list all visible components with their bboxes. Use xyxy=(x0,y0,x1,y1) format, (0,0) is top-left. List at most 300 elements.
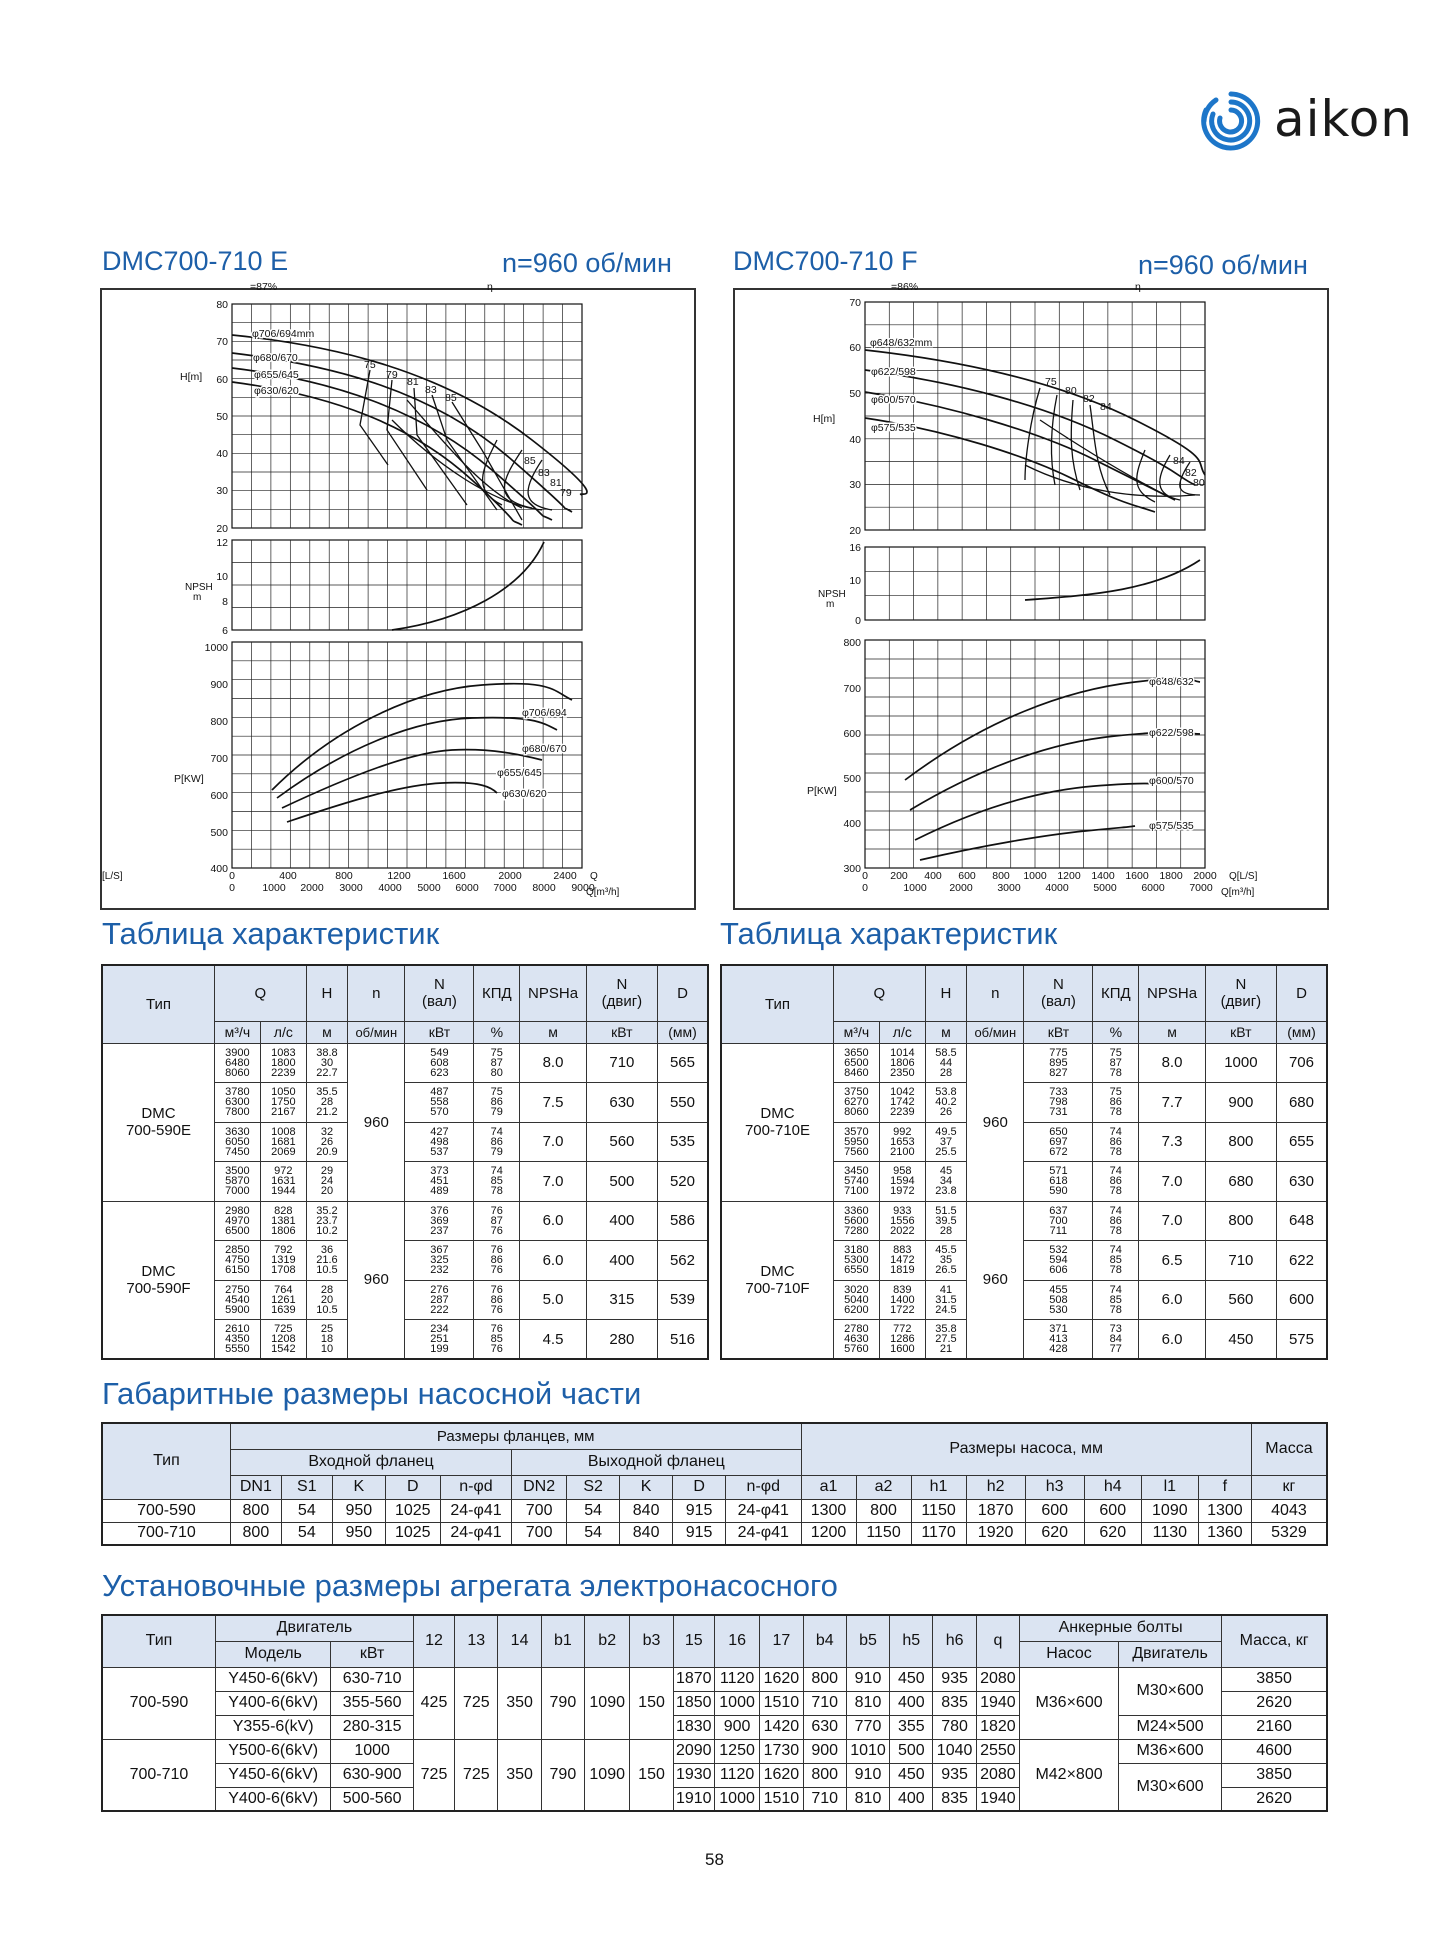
inst-cell-model: Y400-6(6kV) xyxy=(215,1691,330,1715)
inst-cell-kw: 500-560 xyxy=(331,1787,413,1811)
dims-col: S1 xyxy=(281,1475,332,1499)
inst-cell-b: 1420 xyxy=(760,1715,803,1739)
cell-ls: 839 1400 1722 xyxy=(879,1280,925,1320)
cell-q: 3900 6480 8060 xyxy=(214,1043,260,1083)
cell-npsh: 4.5 xyxy=(520,1320,587,1360)
m3h-tick: 2000 xyxy=(949,882,973,894)
npsh-tick: 16 xyxy=(849,542,861,554)
cell-q: 3020 5040 6200 xyxy=(833,1280,879,1320)
cell-p: 487 558 570 xyxy=(405,1083,474,1123)
m3h-tick: 5000 xyxy=(1093,882,1117,894)
dims-row-type: 700-710 xyxy=(102,1522,230,1545)
p-axis-label: P[KW] xyxy=(174,773,204,785)
chart-f-speed: n=960 об/мин xyxy=(1138,250,1308,280)
inst-row-type: 700-590 xyxy=(102,1667,215,1739)
cell-h: 29 24 20 xyxy=(306,1162,347,1202)
inst-cell-b: 500 xyxy=(890,1739,933,1763)
inst-cell-b: 1870 xyxy=(673,1667,714,1691)
table-row xyxy=(721,1043,1327,1083)
inst-cell-engine-bolt: M30×600 xyxy=(1119,1667,1222,1715)
cell-h: 49.5 37 25.5 xyxy=(925,1122,966,1162)
h-tick: 60 xyxy=(849,342,861,354)
table-row xyxy=(102,1043,708,1083)
inst-hdr-col: 13 xyxy=(455,1615,498,1667)
cell-npsh: 5.0 xyxy=(520,1280,587,1320)
dims-cell: 1150 xyxy=(856,1522,911,1545)
inst-cell-a: 725 xyxy=(455,1739,498,1811)
inst-cell-b: 1510 xyxy=(760,1691,803,1715)
hdr-n: n xyxy=(967,965,1024,1021)
npsh-axis-label: NPSH xyxy=(185,582,213,593)
power-label: φ655/645 xyxy=(497,767,542,779)
power-label: φ680/670 xyxy=(522,743,567,755)
h-tick: 20 xyxy=(216,523,228,535)
cell-eff: 74 85 78 xyxy=(474,1162,520,1202)
cell-eff: 74 85 78 xyxy=(1093,1241,1139,1281)
eff-label: 82 xyxy=(1083,393,1095,405)
cell-ls: 1014 1806 2350 xyxy=(879,1043,925,1083)
dims-cell: 915 xyxy=(673,1522,726,1545)
dims-cell: 54 xyxy=(281,1522,332,1545)
cell-ls: 725 1208 1542 xyxy=(260,1320,306,1360)
dims-cell-mass: 4043 xyxy=(1251,1499,1327,1522)
ls-tick: 1800 xyxy=(1159,870,1183,882)
p-axis-label: P[KW] xyxy=(807,785,837,797)
eff-label: 75 xyxy=(364,359,376,371)
npsh-axis-label: NPSH xyxy=(818,589,846,600)
cell-h: 35.8 27.5 21 xyxy=(925,1320,966,1360)
cell-p: 367 325 232 xyxy=(405,1241,474,1281)
p-tick: 1000 xyxy=(204,642,228,654)
dims-cell: 950 xyxy=(332,1522,385,1545)
dims-cell: 24-φ41 xyxy=(440,1499,511,1522)
dims-cell: 620 xyxy=(1084,1522,1141,1545)
cell-ls: 1050 1750 2167 xyxy=(260,1083,306,1123)
dims-col: D xyxy=(673,1475,726,1499)
cell-d: 520 xyxy=(657,1162,708,1202)
hdr-n-motor: N (двиг) xyxy=(1205,965,1276,1021)
p-tick: 700 xyxy=(210,753,228,765)
cell-p: 455 508 530 xyxy=(1024,1280,1093,1320)
inst-cell-b: 1620 xyxy=(760,1667,803,1691)
inst-hdr-col: 16 xyxy=(714,1615,759,1667)
inst-hdr-col: q xyxy=(976,1615,1019,1667)
npsh-tick: 10 xyxy=(849,575,861,587)
cell-motor: 680 xyxy=(1205,1162,1276,1202)
inst-cell-b: 1850 xyxy=(673,1691,714,1715)
cell-h: 41 31.5 24.5 xyxy=(925,1280,966,1320)
inst-cell-b: 400 xyxy=(890,1787,933,1811)
inst-cell-a: 725 xyxy=(455,1667,498,1739)
unit-rpm: об/мин xyxy=(348,1021,405,1043)
cell-p: 571 618 590 xyxy=(1024,1162,1093,1202)
inst-cell-b: 2090 xyxy=(673,1739,714,1763)
eff-curve xyxy=(414,388,467,505)
cell-h: 36 21.6 10.5 xyxy=(306,1241,347,1281)
eff-label: 79 xyxy=(560,487,572,499)
dims-cell: 800 xyxy=(230,1499,281,1522)
inst-cell-a: 150 xyxy=(630,1667,673,1739)
eff-label: 81 xyxy=(550,477,562,489)
inst-cell-b: 450 xyxy=(890,1667,933,1691)
dims-hdr-pump: Размеры насоса, мм xyxy=(801,1423,1251,1475)
inst-cell-b: 2080 xyxy=(976,1667,1019,1691)
pump-type: DMC 700-710E xyxy=(721,1043,833,1201)
inst-row-type: 700-710 xyxy=(102,1739,215,1811)
cell-q: 2980 4970 6500 xyxy=(214,1201,260,1241)
h-tick: 30 xyxy=(849,479,861,491)
cell-h: 45 34 23.8 xyxy=(925,1162,966,1202)
hdr-n: n xyxy=(348,965,405,1021)
cell-npsh: 6.0 xyxy=(1139,1280,1206,1320)
dims-col: DN2 xyxy=(512,1475,567,1499)
table-row xyxy=(102,1739,1327,1763)
inst-cell-b: 710 xyxy=(803,1691,846,1715)
diameter-label: φ655/645 xyxy=(254,369,299,381)
eff-label: 75 xyxy=(1045,376,1057,388)
inst-cell-a: 790 xyxy=(541,1739,584,1811)
dims-cell: 1130 xyxy=(1141,1522,1198,1545)
p-tick: 300 xyxy=(843,863,861,875)
unit-ls: л/с xyxy=(879,1021,925,1043)
eff-label: 85 xyxy=(524,455,536,467)
m3h-tick: 7000 xyxy=(1189,882,1213,894)
cell-n: 960 xyxy=(967,1201,1024,1359)
cell-npsh: 7.0 xyxy=(1139,1162,1206,1202)
ls-tick: 1200 xyxy=(387,870,411,882)
ls-tick: 1600 xyxy=(442,870,466,882)
inst-hdr-col: h5 xyxy=(890,1615,933,1667)
dims-cell: 1025 xyxy=(385,1522,440,1545)
p-tick: 400 xyxy=(210,863,228,875)
dims-cell: 1025 xyxy=(385,1499,440,1522)
npsh-tick: 6 xyxy=(222,625,228,637)
inst-cell-kw: 280-315 xyxy=(331,1715,413,1739)
cell-d: 655 xyxy=(1276,1122,1327,1162)
cell-eff: 74 86 78 xyxy=(1093,1122,1139,1162)
inst-cell-b: 1930 xyxy=(673,1763,714,1787)
m3h-tick: 1000 xyxy=(903,882,927,894)
cell-h: 45.5 35 26.5 xyxy=(925,1241,966,1281)
inst-cell-b: 910 xyxy=(846,1667,889,1691)
power-label: φ575/535 xyxy=(1149,820,1194,832)
dims-cell: 950 xyxy=(332,1499,385,1522)
cell-npsh: 8.0 xyxy=(520,1043,587,1083)
p-tick: 500 xyxy=(210,827,228,839)
m3h-tick: 1000 xyxy=(262,882,286,894)
table-row xyxy=(102,1499,1327,1522)
dims-cell: 1300 xyxy=(801,1499,856,1522)
dims-col: n-φd xyxy=(440,1475,511,1499)
dims-cell: 1870 xyxy=(966,1499,1025,1522)
npsh-tick: 10 xyxy=(216,571,228,583)
hdr-q: Q xyxy=(214,965,306,1021)
eff-curve xyxy=(1137,450,1155,502)
cell-q: 3500 5870 7000 xyxy=(214,1162,260,1202)
hdr-h: H xyxy=(306,965,347,1021)
cell-npsh: 6.0 xyxy=(520,1241,587,1281)
inst-cell-mass: 2160 xyxy=(1222,1715,1327,1739)
eff-peak-label: η=87% xyxy=(250,281,493,293)
eff-curve xyxy=(1090,405,1110,495)
npsh-unit-label: m xyxy=(826,599,835,610)
dims-hdr-type: Тип xyxy=(102,1423,230,1499)
inst-cell-a: 425 xyxy=(413,1667,454,1739)
cell-eff: 76 87 76 xyxy=(474,1201,520,1241)
cell-h: 38.8 30 22.7 xyxy=(306,1043,347,1083)
unit-pct: % xyxy=(1093,1021,1139,1043)
inst-hdr-col: b2 xyxy=(585,1615,630,1667)
dims-cell: 54 xyxy=(281,1499,332,1522)
cell-q: 2610 4350 5550 xyxy=(214,1320,260,1360)
dims-cell: 54 xyxy=(567,1522,620,1545)
pump-type: DMC 700-590E xyxy=(102,1043,214,1201)
hdr-npsh: NPSHa xyxy=(1139,965,1206,1021)
unit-kw-motor: кВт xyxy=(1205,1021,1276,1043)
inst-cell-b: 2550 xyxy=(976,1739,1019,1763)
diameter-label: φ680/670 xyxy=(253,352,298,364)
inst-cell-a: 790 xyxy=(541,1667,584,1739)
cell-q: 3750 6270 8060 xyxy=(833,1083,879,1123)
chart-e-speed: n=960 об/мин xyxy=(502,248,672,278)
inst-hdr-kw: кВт xyxy=(331,1641,413,1667)
ls-tick: 800 xyxy=(335,870,353,882)
chart-e-title: DMC700-710 E xyxy=(102,246,289,276)
cell-d: 562 xyxy=(657,1241,708,1281)
cell-h: 32 26 20.9 xyxy=(306,1122,347,1162)
diameter-label: φ630/620 xyxy=(254,385,299,397)
cell-motor: 400 xyxy=(586,1201,657,1241)
cell-motor: 560 xyxy=(1205,1280,1276,1320)
dims-cell: 1170 xyxy=(911,1522,966,1545)
cell-p: 650 697 672 xyxy=(1024,1122,1093,1162)
dims-cell: 800 xyxy=(856,1499,911,1522)
eff-label: 82 xyxy=(1185,467,1197,479)
p-tick: 400 xyxy=(843,818,861,830)
cell-d: 630 xyxy=(1276,1162,1327,1202)
hdr-type: Тип xyxy=(102,965,214,1043)
hdr-type: Тип xyxy=(721,965,833,1043)
dims-col: h3 xyxy=(1025,1475,1084,1499)
inst-hdr-col: 12 xyxy=(413,1615,454,1667)
cell-eff: 76 86 76 xyxy=(474,1241,520,1281)
inst-cell-b: 1830 xyxy=(673,1715,714,1739)
cell-n: 960 xyxy=(348,1043,405,1201)
inst-cell-mass: 2620 xyxy=(1222,1787,1327,1811)
eff-label: 83 xyxy=(425,384,437,396)
inst-cell-b: 1730 xyxy=(760,1739,803,1763)
cell-p: 775 895 827 xyxy=(1024,1043,1093,1083)
npsh-curve xyxy=(1025,560,1200,600)
unit-rpm: об/мин xyxy=(967,1021,1024,1043)
h-tick: 40 xyxy=(216,448,228,460)
cell-q: 3570 5950 7560 xyxy=(833,1122,879,1162)
m3h-tick: 0 xyxy=(229,882,235,894)
dims-cell: 1090 xyxy=(1141,1499,1198,1522)
table-row xyxy=(102,1715,1327,1739)
inst-cell-engine-bolt: M36×600 xyxy=(1119,1739,1222,1763)
inst-title: Установочные размеры агрегата электронасосного xyxy=(102,1568,838,1603)
cell-npsh: 7.0 xyxy=(520,1122,587,1162)
inst-cell-mass: 2620 xyxy=(1222,1691,1327,1715)
cell-h: 58.5 44 28 xyxy=(925,1043,966,1083)
inst-hdr-pump: Насос xyxy=(1020,1641,1119,1667)
q-ls-axis: Q[L/S] xyxy=(102,871,598,882)
eff-label: 84 xyxy=(1100,401,1112,413)
m3h-tick: 9000 xyxy=(571,882,595,894)
inst-cell-b: 400 xyxy=(890,1691,933,1715)
inst-hdr-col: 17 xyxy=(760,1615,803,1667)
cell-n: 960 xyxy=(348,1201,405,1359)
cell-ls: 1042 1742 2239 xyxy=(879,1083,925,1123)
cell-ls: 772 1286 1600 xyxy=(879,1320,925,1360)
inst-hdr-col: b5 xyxy=(846,1615,889,1667)
cell-p: 276 287 222 xyxy=(405,1280,474,1320)
dims-row-type: 700-590 xyxy=(102,1499,230,1522)
m3h-tick: 3000 xyxy=(997,882,1021,894)
cell-npsh: 6.0 xyxy=(520,1201,587,1241)
dims-col: f xyxy=(1198,1475,1251,1499)
cell-eff: 76 86 76 xyxy=(474,1280,520,1320)
h-tick: 50 xyxy=(216,411,228,423)
p-tick: 600 xyxy=(843,728,861,740)
cell-p: 733 798 731 xyxy=(1024,1083,1093,1123)
cell-ls: 992 1653 2100 xyxy=(879,1122,925,1162)
inst-cell-b: 780 xyxy=(933,1715,976,1739)
eff-label: 81 xyxy=(407,376,419,388)
diameter-label: φ575/535 xyxy=(871,422,916,434)
cell-d: 680 xyxy=(1276,1083,1327,1123)
cell-motor: 800 xyxy=(1205,1122,1276,1162)
ls-tick: 0 xyxy=(862,870,868,882)
inst-cell-b: 810 xyxy=(846,1691,889,1715)
inst-cell-b: 835 xyxy=(933,1691,976,1715)
cell-p: 532 594 606 xyxy=(1024,1241,1093,1281)
unit-pct: % xyxy=(474,1021,520,1043)
cell-eff: 76 85 76 xyxy=(474,1320,520,1360)
npsh-tick: 12 xyxy=(216,537,228,549)
m3h-tick: 0 xyxy=(862,882,868,894)
m3h-tick: 7000 xyxy=(493,882,517,894)
dims-col: DN1 xyxy=(230,1475,281,1499)
dims-col: K xyxy=(332,1475,385,1499)
hdr-eff: КПД xyxy=(1093,965,1139,1021)
dims-col: l1 xyxy=(1141,1475,1198,1499)
ls-tick: 2400 xyxy=(553,870,577,882)
dims-col: a2 xyxy=(856,1475,911,1499)
cell-motor: 710 xyxy=(1205,1241,1276,1281)
dims-cell: 24-φ41 xyxy=(726,1499,801,1522)
cell-motor: 900 xyxy=(1205,1083,1276,1123)
inst-cell-b: 935 xyxy=(933,1667,976,1691)
cell-motor: 400 xyxy=(586,1241,657,1281)
table-row xyxy=(102,1763,1327,1787)
dims-cell: 1150 xyxy=(911,1499,966,1522)
inst-cell-b: 1910 xyxy=(673,1787,714,1811)
eff-label: 79 xyxy=(386,369,398,381)
inst-cell-a: 1090 xyxy=(585,1667,630,1739)
inst-cell-b: 2080 xyxy=(976,1763,1019,1787)
dims-col-mass-unit: кг xyxy=(1251,1475,1327,1499)
inst-cell-b: 800 xyxy=(803,1667,846,1691)
cell-q: 3450 5740 7100 xyxy=(833,1162,879,1202)
dims-cell: 1920 xyxy=(966,1522,1025,1545)
m3h-tick: 4000 xyxy=(1045,882,1069,894)
inst-cell-mass: 3850 xyxy=(1222,1763,1327,1787)
npsh-unit-label: m xyxy=(193,592,202,603)
cell-motor: 710 xyxy=(586,1043,657,1083)
inst-cell-b: 935 xyxy=(933,1763,976,1787)
cell-q: 3780 6300 7800 xyxy=(214,1083,260,1123)
cell-d: 565 xyxy=(657,1043,708,1083)
cell-d: 706 xyxy=(1276,1043,1327,1083)
eff-curve xyxy=(392,420,542,510)
ls-tick: 1600 xyxy=(1125,870,1149,882)
chart-f-title: DMC700-710 F xyxy=(733,246,918,276)
dims-cell: 54 xyxy=(567,1499,620,1522)
dims-cell: 620 xyxy=(1025,1522,1084,1545)
pump-type: DMC 700-710F xyxy=(721,1201,833,1359)
cell-motor: 500 xyxy=(586,1162,657,1202)
h-tick: 80 xyxy=(216,299,228,311)
inst-cell-b: 1000 xyxy=(714,1691,759,1715)
power-curve xyxy=(920,826,1135,860)
cell-npsh: 7.7 xyxy=(1139,1083,1206,1123)
cell-npsh: 6.5 xyxy=(1139,1241,1206,1281)
eff-label: 80 xyxy=(1065,385,1077,397)
inst-hdr-model: Модель xyxy=(215,1641,330,1667)
cell-p: 373 451 489 xyxy=(405,1162,474,1202)
cell-eff: 74 86 78 xyxy=(1093,1162,1139,1202)
power-label: φ648/632 xyxy=(1149,676,1194,688)
p-tick: 900 xyxy=(210,679,228,691)
cell-d: 535 xyxy=(657,1122,708,1162)
cell-ls: 828 1381 1806 xyxy=(260,1201,306,1241)
inst-hdr-col: h6 xyxy=(933,1615,976,1667)
cell-q: 3360 5600 7280 xyxy=(833,1201,879,1241)
h-axis-label: H[m] xyxy=(180,371,203,383)
cell-d: 586 xyxy=(657,1201,708,1241)
cell-h: 35.5 28 21.2 xyxy=(306,1083,347,1123)
chart-f xyxy=(733,281,1329,910)
cell-h: 51.5 39.5 28 xyxy=(925,1201,966,1241)
dims-hdr-mass: Масса xyxy=(1251,1423,1327,1475)
inst-cell-b: 450 xyxy=(890,1763,933,1787)
dims-cell: 915 xyxy=(673,1499,726,1522)
cell-h: 28 20 10.5 xyxy=(306,1280,347,1320)
inst-cell-b: 835 xyxy=(933,1787,976,1811)
dims-col: n-φd xyxy=(726,1475,801,1499)
cell-npsh: 7.5 xyxy=(520,1083,587,1123)
q-m3h-axis: Q[m³/h] xyxy=(1221,887,1255,898)
inst-hdr-type: Тип xyxy=(102,1615,215,1667)
dims-cell: 800 xyxy=(230,1522,281,1545)
h-axis-label: H[m] xyxy=(813,413,836,425)
hdr-n-shaft: N (вал) xyxy=(405,965,474,1021)
cell-ls: 972 1631 1944 xyxy=(260,1162,306,1202)
cell-npsh: 7.0 xyxy=(1139,1201,1206,1241)
dims-cell: 24-φ41 xyxy=(726,1522,801,1545)
inst-cell-kw: 630-710 xyxy=(331,1667,413,1691)
cell-p: 427 498 537 xyxy=(405,1122,474,1162)
ls-tick: 800 xyxy=(992,870,1010,882)
ls-tick: 200 xyxy=(890,870,908,882)
diameter-label: φ622/598 xyxy=(871,366,916,378)
inst-cell-b: 910 xyxy=(846,1763,889,1787)
cell-motor: 560 xyxy=(586,1122,657,1162)
inst-cell-b: 770 xyxy=(846,1715,889,1739)
eff-label: 84 xyxy=(1173,455,1185,467)
